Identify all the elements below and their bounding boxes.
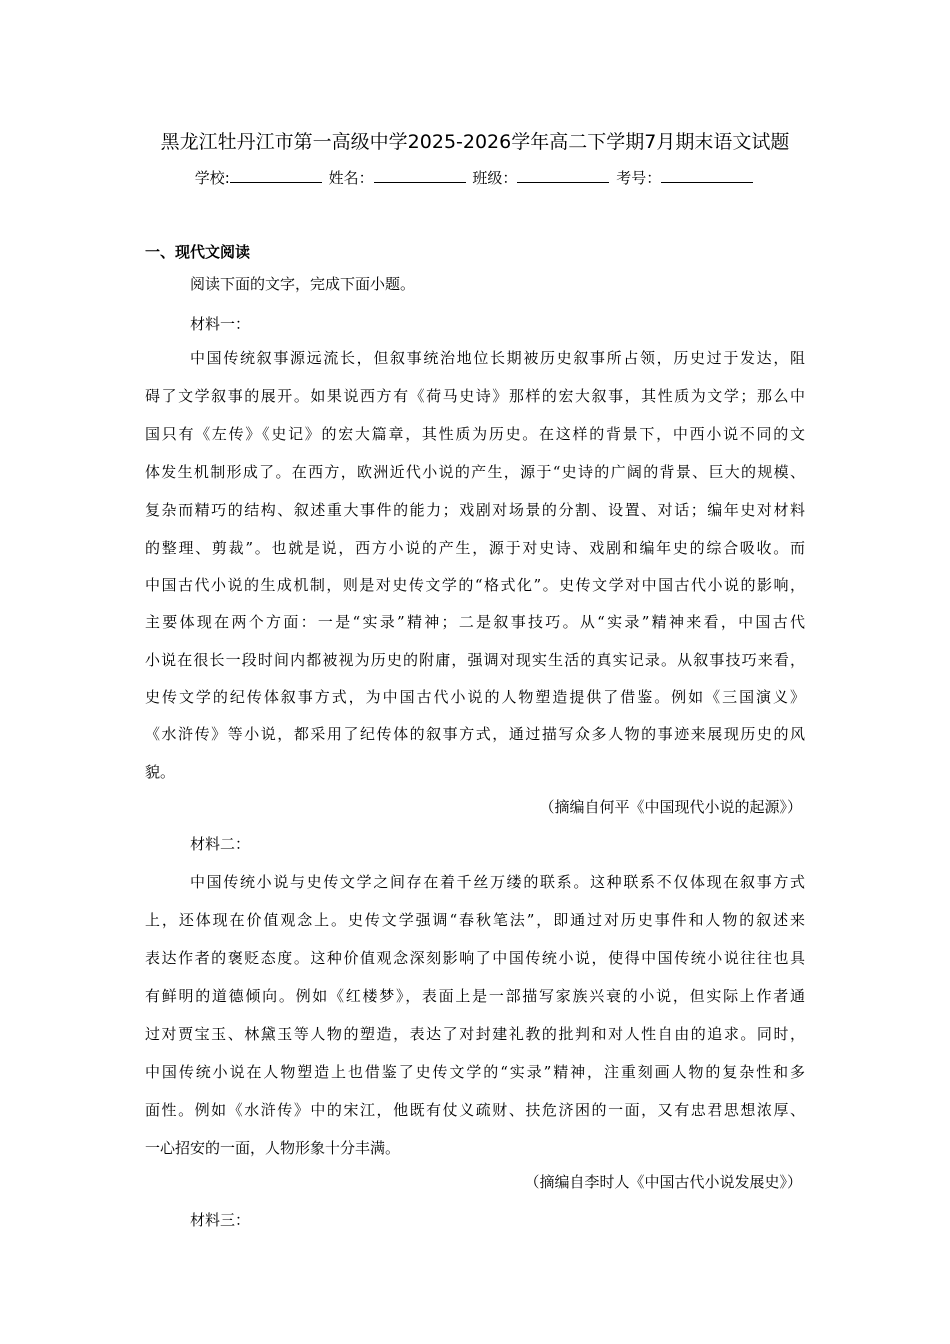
paragraph-line: 复杂而精巧的结构、叙述重大事件的能力；戏剧对场景的分割、设置、对话；编年史对材料 [145, 501, 805, 519]
material-2-source: （摘编自李时人《中国古代小说发展史》） [524, 1173, 802, 1191]
paragraph-line: 貌。 [145, 763, 176, 781]
exam-no-blank [661, 166, 753, 183]
paragraph-line: 上，还体现在价值观念上。史传文学强调“春秋笔法”，即通过对历史事件和人物的叙述来 [145, 911, 805, 929]
paragraph-line: 过对贾宝玉、林黛玉等人物的塑造，表达了对封建礼教的批判和对人性自由的追求。同时， [145, 1025, 805, 1043]
paragraph-line: 史传文学的纪传体叙事方式，为中国古代小说的人物塑造提供了借鉴。例如《三国演义》 [145, 688, 805, 706]
paragraph-line: 《水浒传》等小说，都采用了纪传体的叙事方式，通过描写众多人物的事迹来展现历史的风 [145, 725, 805, 743]
paragraph-line: 国只有《左传》《史记》的宏大篇章，其性质为历史。在这样的背景下，中西小说不同的文 [145, 425, 805, 443]
section-heading: 一、现代文阅读 [145, 243, 251, 261]
paragraph-line: 的整理、剪裁”。也就是说，西方小说的产生，源于对史诗、戏剧和编年史的综合吸收。而 [145, 539, 805, 557]
paragraph-line: 表达作者的褒贬态度。这种价值观念深刻影响了中国传统小说，使得中国传统小说往往也具 [145, 949, 805, 967]
school-blank [230, 166, 322, 183]
material-1-source: （摘编自何平《中国现代小说的起源》） [539, 798, 802, 816]
paragraph-line: 中国传统叙事源远流长，但叙事统治地位长期被历史叙事所占领，历史过于发达，阻 [190, 349, 805, 367]
student-info-row [0, 166, 950, 190]
paragraph-line: 一心招安的一面，人物形象十分丰满。 [145, 1139, 401, 1157]
page-title: 黑龙江牡丹江市第一高级中学2025-2026学年高二下学期7月期末语文试题 [160, 131, 790, 153]
name-label: 姓名： [328, 169, 374, 187]
class-label: 班级： [472, 169, 518, 187]
paragraph-line: 小说在很长一段时间内都被视为历史的附庸，强调对现实生活的真实记录。从叙事技巧来看， [145, 651, 805, 669]
exam-no-label: 考号： [616, 169, 662, 187]
paragraph-line: 面性。例如《水浒传》中的宋江，他既有仗义疏财、扶危济困的一面，又有忠君思想浓厚、 [145, 1101, 805, 1119]
name-blank [374, 166, 466, 183]
paragraph-line: 中国古代小说的生成机制，则是对史传文学的“格式化”。史传文学对中国古代小说的影响， [145, 576, 805, 594]
paragraph-line: 中国传统小说与史传文学之间存在着千丝万缕的联系。这种联系不仅体现在叙事方式 [190, 873, 805, 891]
material-1-label: 材料一： [190, 315, 251, 333]
paragraph-line: 中国传统小说在人物塑造上也借鉴了史传文学的“实录”精神，注重刻画人物的复杂性和多 [145, 1063, 805, 1081]
paragraph-line: 体发生机制形成了。在西方，欧洲近代小说的产生，源于“史诗的广阔的背景、巨大的规模、 [145, 463, 805, 481]
school-label: 学校: [194, 169, 230, 187]
paragraph-line: 碍了文学叙事的展开。如果说西方有《荷马史诗》那样的宏大叙事，其性质为文学；那么中 [145, 387, 805, 405]
material-2-label: 材料二： [190, 835, 251, 853]
paragraph-line: 有鲜明的道德倾向。例如《红楼梦》，表面上是一部描写家族兴衰的小说，但实际上作者通 [145, 987, 805, 1005]
paragraph-line: 主要体现在两个方面：一是“实录”精神；二是叙事技巧。从“实录”精神来看，中国古代 [145, 613, 805, 631]
class-blank [517, 166, 609, 183]
material-3-label: 材料三： [190, 1211, 251, 1229]
reading-instruction: 阅读下面的文字，完成下面小题。 [190, 275, 416, 293]
